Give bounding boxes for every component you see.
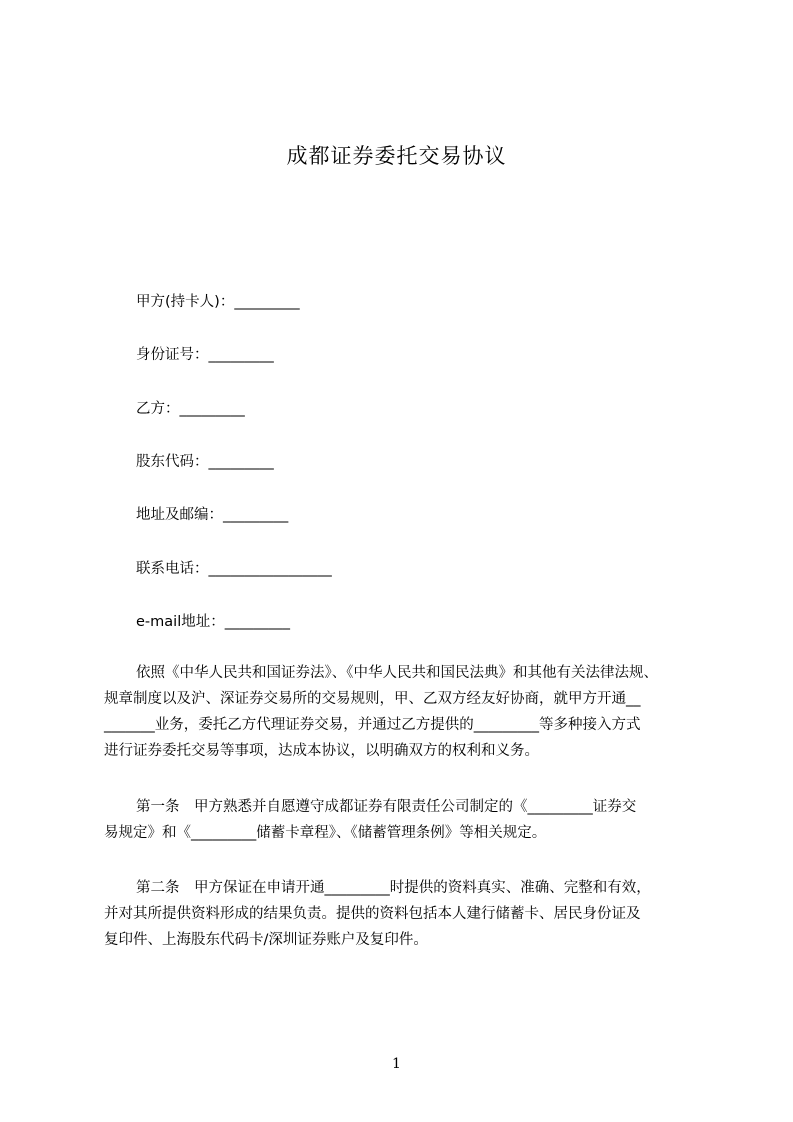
- email-field: e-mail地址：_________: [136, 614, 290, 630]
- article-1-line: 第一条 甲方熟悉并自愿遵守成都证券有限责任公司制定的《_________证券交: [136, 799, 637, 815]
- phone-field: 联系电话：_________________: [136, 561, 332, 577]
- id-number-field: 身份证号：_________: [136, 347, 274, 363]
- article-2-line: 并对其所提供资料形成的结果负责。提供的资料包括本人建行储蓄卡、居民身份证及: [104, 906, 641, 922]
- article-1-line: 易规定》和《_________储蓄卡章程》、《储蓄管理条例》等相关规定。: [104, 825, 547, 841]
- article-2-line: 第二条 甲方保证在申请开通_________时提供的资料真实、准确、完整和有效，: [136, 880, 651, 896]
- preamble-paragraph: [104, 660, 704, 764]
- page-number: 1: [392, 1056, 401, 1072]
- preamble-line: 依照《中华人民共和国证券法》、《中华人民共和国民法典》和其他有关法律法规、: [136, 665, 658, 681]
- preamble-line: 进行证券委托交易等事项，达成本协议，以明确双方的权利和义务。: [104, 743, 539, 759]
- article-2-paragraph: [104, 875, 704, 953]
- party-b-field: 乙方：_________: [136, 401, 245, 417]
- party-a-field: 甲方(持卡人)：_________: [136, 294, 300, 310]
- article-2-line: 复印件、上海股东代码卡/深圳证券账户及复印件。: [104, 932, 428, 948]
- shareholder-code-field: 股东代码：_________: [136, 454, 274, 470]
- preamble-line: _______业务，委托乙方代理证券交易，并通过乙方提供的_________等多种接入方式: [104, 717, 641, 733]
- address-postcode-field: 地址及邮编：_________: [136, 507, 289, 523]
- document-title: 成都证券委托交易协议: [286, 144, 507, 168]
- preamble-line: 规章制度以及沪、深证券交易所的交易规则，甲、乙双方经友好协商，就甲方开通__: [104, 691, 641, 707]
- article-1-paragraph: [104, 794, 704, 846]
